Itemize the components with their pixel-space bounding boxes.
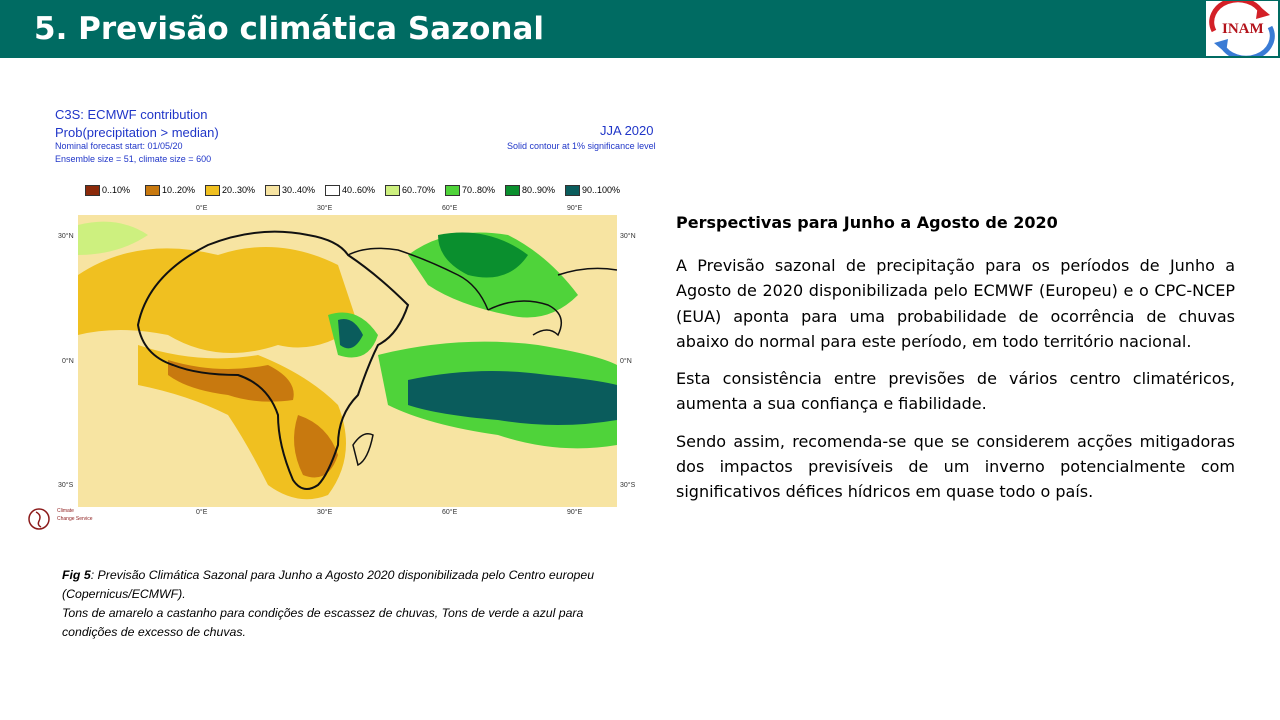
x-tick-label: 60°E <box>442 205 458 212</box>
legend-swatch <box>565 185 580 196</box>
forecast-map-panel <box>50 102 670 542</box>
legend-label: 90..100% <box>582 185 621 195</box>
map-ensemble-size: Ensemble size = 51, climate size = 600 <box>55 154 212 164</box>
content-paragraph-2: Esta consistência entre previsões de vários centro climatéricos, aumenta a sua confiança e fiabilidade. <box>676 369 1235 414</box>
x-tick-label: 0°E <box>196 205 208 212</box>
forecast-text-panel <box>676 210 1235 517</box>
x-tick-label: 60°E <box>442 509 458 516</box>
legend-label: 20..30% <box>222 185 256 195</box>
legend-swatch <box>445 185 460 196</box>
x-tick-label: 30°E <box>317 205 333 212</box>
figure-caption <box>62 566 622 642</box>
y-tick-label: 0°N <box>620 358 632 365</box>
legend-swatch <box>145 185 160 196</box>
precipitation-probability-map <box>78 215 617 507</box>
legend-swatch <box>385 185 400 196</box>
legend-label: 30..40% <box>282 185 316 195</box>
legend-label: 60..70% <box>402 185 436 195</box>
y-tick-label: 30°S <box>620 482 636 489</box>
legend-swatch <box>265 185 280 196</box>
legend-label: 40..60% <box>342 185 376 195</box>
caption-line-2: Tons de amarelo a castanho para condições de escassez de chuvas, Tons de verde a azul para condições de excesso de chuvas. <box>62 606 584 639</box>
legend-item <box>85 183 130 197</box>
legend-item <box>445 183 495 197</box>
y-tick-label: 30°N <box>58 233 74 240</box>
credit-line-1: Climate <box>57 508 74 514</box>
content-paragraph-1: A Previsão sazonal de precipitação para os períodos de Junho a Agosto de 2020 disponibilizada pelo ECMWF (Europeu) e o CPC-NCEP (EUA) aponta para uma probabilidade de ocorrência de chuvas abaixo do normal para este período, em todo território nacional. <box>676 256 1235 351</box>
logo-text: INAM <box>1222 21 1264 37</box>
legend-label: 80..90% <box>522 185 556 195</box>
map-forecast-start: Nominal forecast start: 01/05/20 <box>55 141 183 151</box>
legend-label: 10..20% <box>162 185 196 195</box>
x-tick-label: 0°E <box>196 509 208 516</box>
legend-item <box>145 183 195 197</box>
y-tick-label: 0°N <box>62 358 74 365</box>
map-title: C3S: ECMWF contribution <box>55 107 208 122</box>
y-tick-label: 30°N <box>620 233 636 240</box>
legend-swatch <box>325 185 340 196</box>
y-tick-label: 30°S <box>58 482 74 489</box>
map-subtitle: Prob(precipitation > median) <box>55 125 219 140</box>
x-tick-label: 90°E <box>567 509 583 516</box>
legend-swatch <box>205 185 220 196</box>
content-heading: Perspectivas para Junho a Agosto de 2020 <box>676 213 1058 232</box>
credit-line-2: Change Service <box>57 516 93 522</box>
map-contour-note: Solid contour at 1% significance level <box>507 141 656 151</box>
legend-item <box>325 183 375 197</box>
legend-item <box>505 183 555 197</box>
caption-label: Fig 5 <box>62 568 91 582</box>
legend-item <box>565 183 620 197</box>
legend-item <box>265 183 315 197</box>
legend-swatch <box>505 185 520 196</box>
content-paragraph-3: Sendo assim, recomenda-se que se considerem acções mitigadoras dos impactos previsíveis de um inverno potencialmente com significativos défices hídricos em quase todo o país. <box>676 431 1235 502</box>
x-tick-label: 90°E <box>567 205 583 212</box>
map-season: JJA 2020 <box>600 123 654 138</box>
inam-logo <box>1206 1 1278 56</box>
header-bar <box>0 0 1280 58</box>
legend-item <box>385 183 435 197</box>
legend-label: 70..80% <box>462 185 496 195</box>
caption-line-1: : Previsão Climática Sazonal para Junho a Agosto 2020 disponibilizada pelo Centro europeu (Copernicus/ECMWF). <box>62 568 595 601</box>
legend-item <box>205 183 255 197</box>
legend-label: 0..10% <box>102 185 131 195</box>
page-title: 5. Previsão climática Sazonal <box>34 11 545 47</box>
legend-swatch <box>85 185 100 196</box>
x-tick-label: 30°E <box>317 509 333 516</box>
